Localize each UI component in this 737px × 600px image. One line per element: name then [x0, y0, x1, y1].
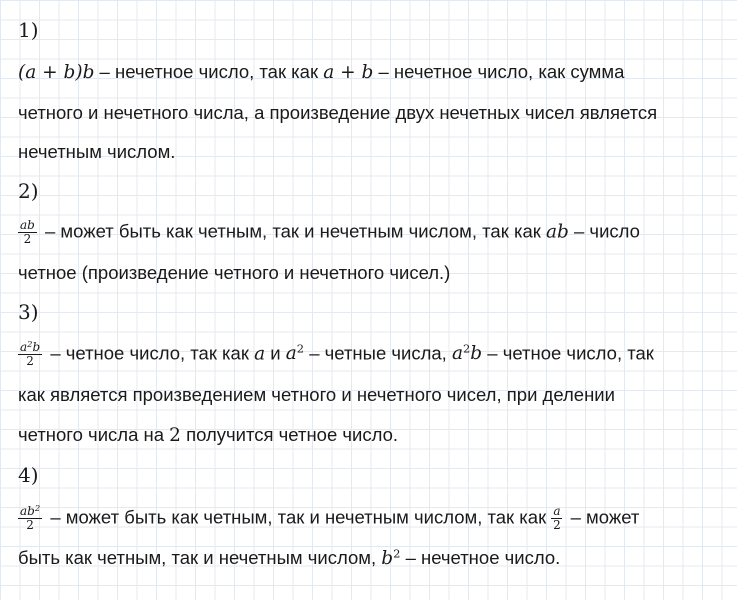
- math-expression: $b^2$: [381, 546, 401, 569]
- item-3-number: 3): [18, 300, 39, 324]
- fraction: $\frac{ab}{2}$: [20, 218, 35, 246]
- item-3-line-1: $\frac{a^2b}{2}$ – четное число, так как a и $a^2$ – четные числа, $a^2b$ – четное число, так: [20, 339, 654, 368]
- item-3-line-2: как является произведением четного и нечетного чисел, при делении: [18, 384, 615, 405]
- item-2-line-1: $\frac{ab}{2}$ – может быть как четным, так и нечетным числом, так как ab – число: [20, 218, 640, 246]
- item-1-line-3: нечетным числом.: [18, 141, 176, 162]
- item-1-line-1: (a + b)b – нечетное число, так как a + b – нечетное число, как сумма: [18, 61, 625, 83]
- math-expression: ab: [545, 221, 569, 243]
- item-4-line-2: быть как четным, так и нечетным числом, $b^2$ – нечетное число.: [18, 546, 561, 569]
- item-1-number: 1): [18, 18, 39, 42]
- item-1-line-2: четного и нечетного числа, а произведение двух нечетных чисел является: [18, 102, 658, 123]
- math-expression: a + b: [323, 62, 374, 83]
- math-expression: (a + b)b: [18, 62, 95, 83]
- item-2-line-2: четное (произведение четного и нечетного чисел.): [18, 262, 451, 283]
- item-4-number: 4): [18, 463, 39, 487]
- item-4-line-1: $\frac{ab^2}{2}$ – может быть как четным, так и нечетным числом, так как $\frac{a}{2}$ – может: [20, 503, 640, 532]
- item-3-line-3: четного числа на 2 получится четное число.: [18, 424, 399, 446]
- item-2-number: 2): [18, 179, 39, 203]
- fraction: $\frac{a^2b}{2}$: [20, 339, 41, 368]
- math-expression: $a^2$: [285, 342, 305, 365]
- math-expression: $a^2b$: [451, 342, 483, 365]
- fraction: $\frac{a}{2}$: [553, 504, 561, 532]
- fraction: $\frac{ab^2}{2}$: [20, 503, 41, 532]
